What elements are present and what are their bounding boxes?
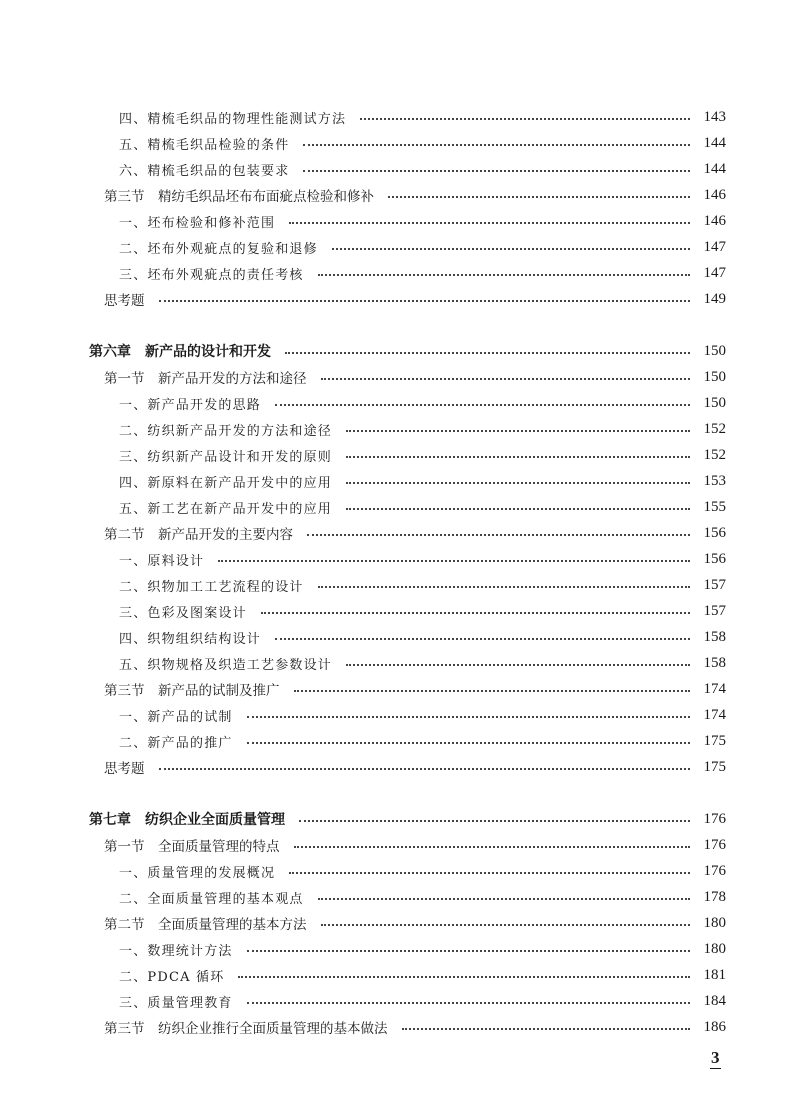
toc-entry-page: 176 xyxy=(703,810,726,827)
toc-entry-title: 二、PDCA 循环 xyxy=(119,969,225,985)
toc-item-row[interactable] xyxy=(0,728,790,754)
toc-item-row[interactable] xyxy=(0,884,790,910)
dot-leader xyxy=(318,274,690,276)
toc-entry-page: 174 xyxy=(703,680,726,697)
toc-entry-page: 147 xyxy=(703,238,726,255)
dot-leader xyxy=(294,690,691,692)
toc-item-row[interactable] xyxy=(0,546,790,572)
dot-leader xyxy=(321,378,691,380)
dot-leader xyxy=(247,1002,690,1004)
dot-leader xyxy=(303,170,690,172)
toc-entry-page: 156 xyxy=(703,550,726,567)
dot-leader xyxy=(321,924,691,926)
toc-entry-title: 二、全面质量管理的基本观点 xyxy=(119,891,304,907)
toc-item-row[interactable] xyxy=(0,598,790,624)
dot-leader xyxy=(346,508,690,510)
dot-leader xyxy=(346,430,690,432)
toc-entry-page: 143 xyxy=(703,108,726,125)
toc-entry-page: 146 xyxy=(703,212,726,229)
toc-entry-title: 一、新产品的试制 xyxy=(119,709,233,725)
toc-item-row[interactable] xyxy=(0,962,790,988)
toc-section-row[interactable] xyxy=(0,676,790,702)
toc-entry-title: 四、新原料在新产品开发中的应用 xyxy=(119,475,333,491)
toc-item-row[interactable] xyxy=(0,858,790,884)
dot-leader xyxy=(238,976,690,978)
toc-section-row[interactable] xyxy=(0,182,790,208)
dot-leader xyxy=(261,612,690,614)
toc-item-row[interactable] xyxy=(0,130,790,156)
toc-item-row[interactable] xyxy=(0,104,790,130)
toc-entry-title: 一、质量管理的发展概况 xyxy=(119,865,276,881)
dot-leader xyxy=(247,950,690,952)
toc-item-row[interactable] xyxy=(0,572,790,598)
dot-leader xyxy=(346,456,690,458)
toc-entry-title: 第三节 精纺毛织品坯布布面疵点检验和修补 xyxy=(104,189,374,205)
dot-leader xyxy=(307,534,690,536)
toc-entry-title: 三、坯布外观疵点的责任考核 xyxy=(119,267,304,283)
toc-entry-title: 五、精梳毛织品检验的条件 xyxy=(119,137,290,153)
dot-leader xyxy=(346,664,690,666)
dot-leader xyxy=(303,144,690,146)
dot-leader xyxy=(388,196,690,198)
toc-entry-title: 第二节 新产品开发的主要内容 xyxy=(104,527,293,543)
toc-entry-title: 三、质量管理教育 xyxy=(119,995,233,1011)
table-of-contents xyxy=(0,104,790,1040)
toc-entry-page: 158 xyxy=(703,628,726,645)
toc-entry-page: 186 xyxy=(703,1018,726,1035)
toc-entry-title: 六、精梳毛织品的包装要求 xyxy=(119,163,290,179)
toc-entry-title: 一、原料设计 xyxy=(119,553,205,569)
toc-section-row[interactable] xyxy=(0,520,790,546)
toc-entry-page: 146 xyxy=(703,186,726,203)
toc-item-row[interactable] xyxy=(0,988,790,1014)
toc-entry-title: 二、新产品的推广 xyxy=(119,735,233,751)
toc-entry-page: 178 xyxy=(703,888,726,905)
toc-item-row[interactable] xyxy=(0,208,790,234)
toc-entry-title: 第一节 新产品开发的方法和途径 xyxy=(104,371,307,387)
dot-leader xyxy=(285,352,690,354)
dot-leader xyxy=(289,222,690,224)
toc-entry-page: 175 xyxy=(703,732,726,749)
toc-section-row[interactable] xyxy=(0,910,790,936)
toc-section-row[interactable] xyxy=(0,1014,790,1040)
toc-entry-page: 150 xyxy=(703,368,726,385)
toc-entry-title: 思考题 xyxy=(104,761,145,777)
toc-entry-page: 157 xyxy=(703,602,726,619)
toc-entry-page: 153 xyxy=(703,472,726,489)
toc-entry-page: 157 xyxy=(703,576,726,593)
dot-leader xyxy=(275,404,690,406)
toc-entry-title: 第三节 纺织企业推行全面质量管理的基本做法 xyxy=(104,1021,388,1037)
dot-leader xyxy=(247,742,690,744)
toc-entry-title: 第二节 全面质量管理的基本方法 xyxy=(104,917,307,933)
toc-entry-title: 二、纺织新产品开发的方法和途径 xyxy=(119,423,333,439)
toc-entry-title: 二、织物加工工艺流程的设计 xyxy=(119,579,304,595)
dot-leader xyxy=(318,898,690,900)
toc-entry-page: 156 xyxy=(703,524,726,541)
toc-entry-title: 一、新产品开发的思路 xyxy=(119,397,262,413)
dot-leader xyxy=(294,846,691,848)
dot-leader xyxy=(402,1028,691,1030)
toc-item-row[interactable] xyxy=(0,390,790,416)
toc-entry-page: 149 xyxy=(703,290,726,307)
dot-leader xyxy=(289,872,690,874)
toc-chapter-row[interactable] xyxy=(0,338,790,364)
toc-section-row[interactable] xyxy=(0,286,790,312)
toc-section-row[interactable] xyxy=(0,364,790,390)
toc-item-row[interactable] xyxy=(0,624,790,650)
dot-leader xyxy=(275,638,690,640)
toc-item-row[interactable] xyxy=(0,260,790,286)
dot-leader xyxy=(346,482,690,484)
toc-section-row[interactable] xyxy=(0,832,790,858)
dot-leader xyxy=(218,560,690,562)
toc-entry-page: 147 xyxy=(703,264,726,281)
toc-chapter-row[interactable] xyxy=(0,806,790,832)
dot-leader xyxy=(332,248,690,250)
toc-section-row[interactable] xyxy=(0,754,790,780)
toc-entry-title: 二、坯布外观疵点的复验和退修 xyxy=(119,241,318,257)
toc-item-row[interactable] xyxy=(0,494,790,520)
toc-entry-title: 三、色彩及图案设计 xyxy=(119,605,247,621)
toc-entry-title: 第三节 新产品的试制及推广 xyxy=(104,683,280,699)
toc-entry-title: 五、织物规格及织造工艺参数设计 xyxy=(119,657,333,673)
toc-item-row[interactable] xyxy=(0,468,790,494)
toc-entry-page: 152 xyxy=(703,446,726,463)
toc-entry-page: 176 xyxy=(703,836,726,853)
toc-entry-title: 第一节 全面质量管理的特点 xyxy=(104,839,280,855)
toc-entry-title: 三、纺织新产品设计和开发的原则 xyxy=(119,449,333,465)
toc-entry-page: 150 xyxy=(703,394,726,411)
toc-item-row[interactable] xyxy=(0,156,790,182)
toc-entry-page: 144 xyxy=(703,160,726,177)
toc-entry-page: 181 xyxy=(703,966,726,983)
dot-leader xyxy=(159,768,691,770)
toc-entry-page: 176 xyxy=(703,862,726,879)
toc-entry-page: 175 xyxy=(703,758,726,775)
toc-item-row[interactable] xyxy=(0,650,790,676)
dot-leader xyxy=(360,118,690,120)
toc-item-row[interactable] xyxy=(0,416,790,442)
dot-leader xyxy=(318,586,690,588)
dot-leader xyxy=(159,300,691,302)
toc-entry-title: 四、精梳毛织品的物理性能测试方法 xyxy=(119,111,347,127)
toc-entry-page: 152 xyxy=(703,420,726,437)
toc-entry-title: 第六章 新产品的设计和开发 xyxy=(89,344,271,360)
toc-item-row[interactable] xyxy=(0,234,790,260)
toc-entry-page: 155 xyxy=(703,498,726,515)
toc-item-row[interactable] xyxy=(0,702,790,728)
toc-entry-title: 第七章 纺织企业全面质量管理 xyxy=(89,812,285,828)
dot-leader xyxy=(247,716,690,718)
toc-entry-title: 四、织物组织结构设计 xyxy=(119,631,262,647)
page-number: 3 xyxy=(711,1048,720,1067)
toc-entry-page: 174 xyxy=(703,706,726,723)
toc-entry-page: 180 xyxy=(703,940,726,957)
toc-entry-title: 一、坯布检验和修补范围 xyxy=(119,215,276,231)
toc-item-row[interactable] xyxy=(0,936,790,962)
toc-entry-page: 184 xyxy=(703,992,726,1009)
toc-item-row[interactable] xyxy=(0,442,790,468)
toc-entry-page: 158 xyxy=(703,654,726,671)
toc-entry-page: 144 xyxy=(703,134,726,151)
toc-entry-page: 150 xyxy=(703,342,726,359)
toc-entry-title: 思考题 xyxy=(104,293,145,309)
dot-leader xyxy=(299,820,690,822)
toc-entry-page: 180 xyxy=(703,914,726,931)
toc-entry-title: 五、新工艺在新产品开发中的应用 xyxy=(119,501,333,517)
toc-entry-title: 一、数理统计方法 xyxy=(119,943,233,959)
